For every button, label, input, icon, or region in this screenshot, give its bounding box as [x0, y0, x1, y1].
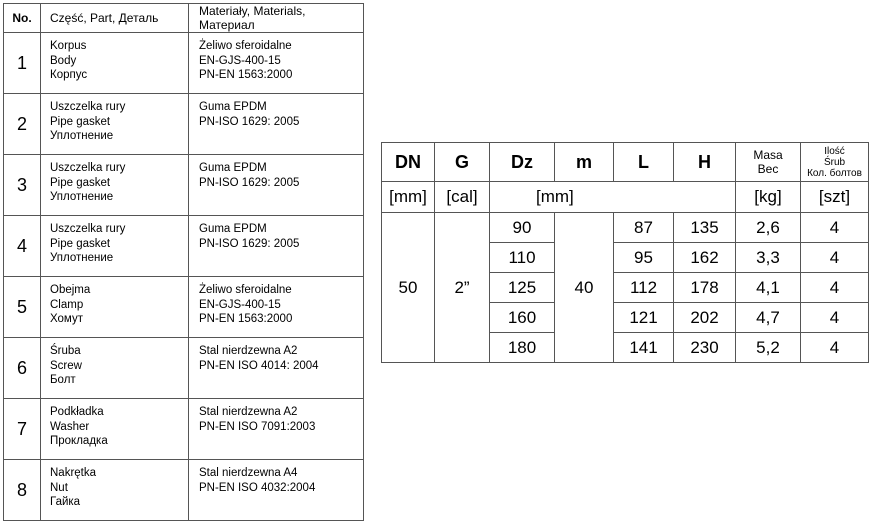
masa-value: 3,3	[736, 243, 801, 273]
header-ilosc	[801, 143, 869, 182]
part-name-line: Корпус	[50, 69, 88, 81]
parts-table	[3, 3, 364, 521]
part-name	[41, 155, 189, 216]
parts-row	[4, 277, 364, 338]
dz-value: 180	[490, 333, 555, 363]
dn-value: 50	[382, 213, 435, 363]
header-m: m	[555, 143, 614, 182]
dims-body	[382, 213, 869, 363]
h-value: 230	[674, 333, 736, 363]
dims-header-row	[382, 143, 869, 182]
header-materials-line1: Materiały, Materials,	[199, 4, 306, 18]
header-materials	[189, 4, 364, 33]
part-material-line: PN-ISO 1629: 2005	[199, 115, 300, 128]
part-number: 4	[4, 216, 41, 277]
part-material-line: Stal nierdzewna A2	[199, 406, 298, 418]
part-material-line: PN-EN 1563:2000	[199, 69, 293, 81]
part-material-line: PN-ISO 1629: 2005	[199, 176, 300, 189]
part-name-line: Body	[50, 54, 77, 67]
part-name-line: Washer	[50, 420, 90, 433]
part-material-line: PN-EN ISO 4032:2004	[199, 481, 316, 494]
h-value: 178	[674, 273, 736, 303]
part-name-line: Хомут	[50, 313, 83, 325]
part-material-line: Guma EPDM	[199, 162, 267, 174]
part-material	[189, 155, 364, 216]
part-name-line: Уплотнение	[50, 130, 114, 142]
unit-ilosc: [szt]	[801, 182, 869, 213]
part-number: 2	[4, 94, 41, 155]
part-material-line: PN-EN ISO 4014: 2004	[199, 359, 319, 372]
header-h: H	[674, 143, 736, 182]
l-value: 87	[614, 213, 674, 243]
masa-value: 5,2	[736, 333, 801, 363]
l-value: 121	[614, 303, 674, 333]
header-part: Część, Part, Деталь	[41, 4, 189, 33]
part-name-line: Uszczelka rury	[50, 162, 126, 174]
masa-value: 4,7	[736, 303, 801, 333]
part-name	[41, 460, 189, 521]
part-name	[41, 277, 189, 338]
part-name-line: Korpus	[50, 40, 87, 52]
part-material-line: EN-GJS-400-15	[199, 54, 281, 67]
dz-value: 90	[490, 213, 555, 243]
header-masa-line1: Masa	[753, 148, 783, 162]
part-material	[189, 399, 364, 460]
part-name-line: Podkładka	[50, 406, 104, 418]
parts-header-row	[4, 4, 364, 33]
part-material-line: PN-EN 1563:2000	[199, 313, 293, 325]
part-number: 5	[4, 277, 41, 338]
part-name-line: Pipe gasket	[50, 115, 111, 128]
part-name	[41, 338, 189, 399]
part-name	[41, 94, 189, 155]
masa-value: 4,1	[736, 273, 801, 303]
parts-row	[4, 399, 364, 460]
part-number: 1	[4, 33, 41, 94]
parts-row	[4, 33, 364, 94]
part-name	[41, 399, 189, 460]
header-dz: Dz	[490, 143, 555, 182]
part-name-line: Śruba	[50, 345, 81, 357]
part-number: 6	[4, 338, 41, 399]
part-name-line: Уплотнение	[50, 252, 114, 264]
part-material	[189, 216, 364, 277]
part-name-line: Nakrętka	[50, 467, 97, 479]
dimensions-table	[381, 142, 869, 363]
part-name-line: Obejma	[50, 284, 91, 296]
unit-masa: [kg]	[736, 182, 801, 213]
h-value: 135	[674, 213, 736, 243]
part-name-line: Screw	[50, 359, 82, 372]
l-value: 95	[614, 243, 674, 273]
m-value: 40	[555, 213, 614, 363]
part-number: 8	[4, 460, 41, 521]
part-name-line: Pipe gasket	[50, 237, 111, 250]
part-name-line: Uszczelka rury	[50, 223, 126, 235]
part-material-line: Żeliwo sferoidalne	[199, 284, 292, 296]
h-value: 162	[674, 243, 736, 273]
part-name	[41, 216, 189, 277]
parts-row	[4, 460, 364, 521]
part-material-line: EN-GJS-400-15	[199, 298, 281, 311]
part-material-line: Stal nierdzewna A2	[199, 345, 298, 357]
header-ilosc-line2: Śrub	[823, 156, 846, 168]
g-value: 2”	[435, 213, 490, 363]
header-masa-line2: Вес	[757, 162, 779, 176]
l-value: 141	[614, 333, 674, 363]
dz-value: 160	[490, 303, 555, 333]
parts-body	[4, 33, 364, 521]
parts-row	[4, 155, 364, 216]
szt-value: 4	[801, 333, 869, 363]
part-name-line: Clamp	[50, 298, 84, 311]
unit-dz-h: [mm]	[490, 182, 736, 213]
part-material-line: PN-ISO 1629: 2005	[199, 237, 300, 250]
part-material-line: Żeliwo sferoidalne	[199, 40, 292, 52]
header-no: No.	[4, 4, 41, 33]
part-name-line: Прокладка	[50, 435, 108, 447]
part-name	[41, 33, 189, 94]
szt-value: 4	[801, 303, 869, 333]
part-material-line: Stal nierdzewna A4	[199, 467, 298, 479]
parts-row	[4, 216, 364, 277]
part-name-line: Болт	[50, 374, 76, 386]
unit-dn: [mm]	[382, 182, 435, 213]
h-value: 202	[674, 303, 736, 333]
part-material-line: Guma EPDM	[199, 223, 267, 235]
part-material-line: PN-EN ISO 7091:2003	[199, 420, 316, 433]
part-number: 7	[4, 399, 41, 460]
parts-row	[4, 94, 364, 155]
header-l: L	[614, 143, 674, 182]
l-value: 112	[614, 273, 674, 303]
part-number: 3	[4, 155, 41, 216]
dz-value: 125	[490, 273, 555, 303]
dz-value: 110	[490, 243, 555, 273]
szt-value: 4	[801, 273, 869, 303]
header-g: G	[435, 143, 490, 182]
part-material	[189, 338, 364, 399]
dims-units-row	[382, 182, 869, 213]
parts-row	[4, 338, 364, 399]
part-name-line: Pipe gasket	[50, 176, 111, 189]
part-material	[189, 33, 364, 94]
header-ilosc-line1: Ilość	[824, 145, 845, 157]
part-material	[189, 94, 364, 155]
part-name-line: Гайка	[50, 496, 81, 508]
szt-value: 4	[801, 243, 869, 273]
part-name-line: Uszczelka rury	[50, 101, 126, 113]
header-materials-line2: Материал	[199, 18, 255, 32]
part-material	[189, 277, 364, 338]
header-dn: DN	[382, 143, 435, 182]
masa-value: 2,6	[736, 213, 801, 243]
dims-row	[382, 213, 869, 243]
header-ilosc-line3: Кол. болтов	[807, 167, 862, 179]
part-material	[189, 460, 364, 521]
szt-value: 4	[801, 213, 869, 243]
part-name-line: Уплотнение	[50, 191, 114, 203]
part-name-line: Nut	[50, 481, 68, 494]
part-material-line: Guma EPDM	[199, 101, 267, 113]
unit-g: [cal]	[435, 182, 490, 213]
header-masa	[736, 143, 801, 182]
